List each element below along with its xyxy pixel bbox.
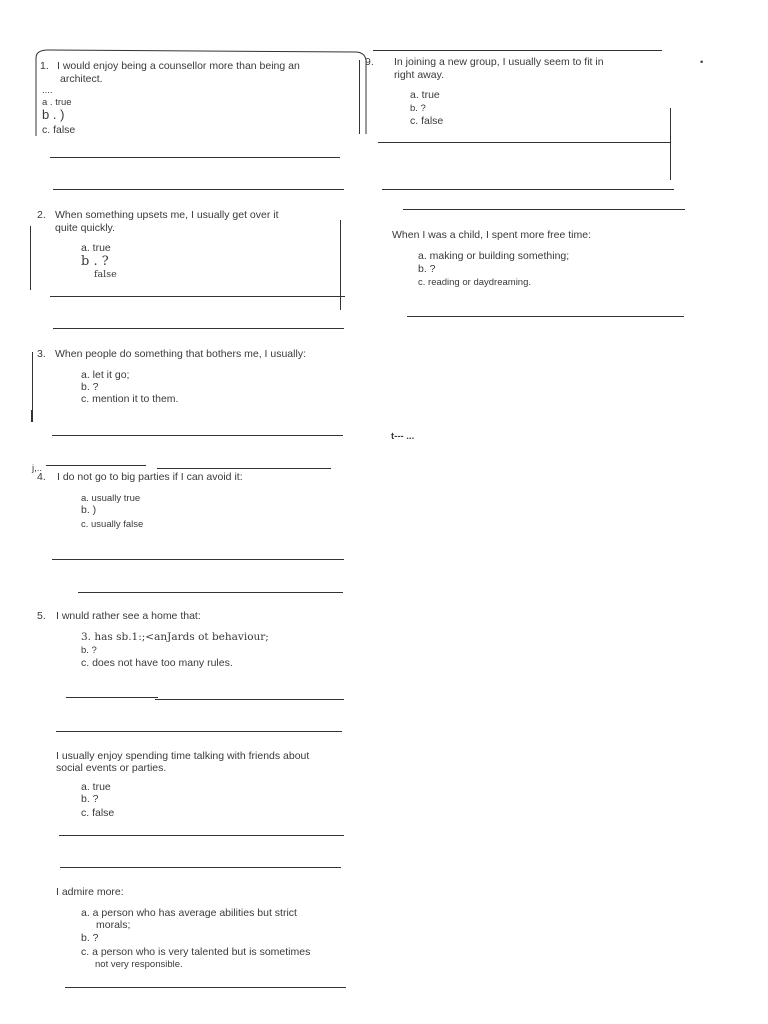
margin-mark xyxy=(670,108,671,180)
stray-mark: j,.. xyxy=(32,463,43,474)
option-c-continued: not very responsible. xyxy=(95,959,183,970)
question-number: 4. xyxy=(37,471,46,483)
answer-line xyxy=(407,316,684,317)
question-number: 2. xyxy=(37,209,46,221)
option-a: a. true xyxy=(81,781,111,793)
answer-line xyxy=(52,559,344,560)
option-a: a . true xyxy=(42,97,72,108)
option-a: a. making or building something; xyxy=(418,250,570,262)
option-a: a. true xyxy=(410,89,440,101)
option-c: c. usually false xyxy=(81,519,144,530)
option-a: 3. has sb.1:;<anJards ot behaviour; xyxy=(81,631,269,643)
answer-line xyxy=(66,697,158,698)
option-b: b. ? xyxy=(81,793,99,805)
question-text: right away. xyxy=(394,69,444,81)
option-b: b. ? xyxy=(81,381,99,393)
margin-mark xyxy=(31,410,33,422)
option-b: b. ) xyxy=(81,504,97,516)
answer-line xyxy=(378,142,670,143)
answer-line xyxy=(56,731,342,732)
question-number: 9. xyxy=(365,56,374,68)
answer-line xyxy=(78,592,343,593)
option-b: b. ? xyxy=(410,103,426,114)
option-c: c. does not have too many rules. xyxy=(81,657,233,669)
dot-mark: • xyxy=(700,57,704,68)
answer-line xyxy=(53,328,344,329)
option-b: b. ? xyxy=(81,932,99,944)
answer-line xyxy=(50,296,345,297)
question-text: I usually enjoy spending time talking with friends about xyxy=(56,750,310,762)
option-a: a. let it go; xyxy=(81,369,130,381)
option-c: c. false xyxy=(81,807,115,819)
question-text: architect. xyxy=(60,73,103,85)
answer-line xyxy=(373,50,662,51)
option-c: c. false xyxy=(410,115,444,127)
question-text: In joining a new group, I usually seem to fit in xyxy=(394,56,604,68)
option-c: c. reading or daydreaming. xyxy=(418,277,532,288)
answer-line xyxy=(382,189,674,190)
answer-line xyxy=(53,189,344,190)
option-a: a. a person who has average abilities but strict xyxy=(81,907,297,919)
bracket-decoration xyxy=(30,44,370,139)
answer-line xyxy=(46,465,146,466)
answer-line xyxy=(52,435,343,436)
option-c: c. a person who is very talented but is sometimes xyxy=(81,946,311,958)
option-c: c. false xyxy=(42,124,76,136)
option-c: c. mention it to them. xyxy=(81,393,179,405)
answer-line xyxy=(157,468,331,469)
question-text: I would enjoy being a counsellor more than being an xyxy=(57,60,300,72)
answer-line xyxy=(403,209,685,210)
question-text: When something upsets me, I usually get over it xyxy=(55,209,279,221)
stray-mark: t--- ... xyxy=(391,431,415,442)
question-text: I wnuld rather see a home that: xyxy=(56,610,201,622)
question-text: social events or parties. xyxy=(56,762,167,774)
question-text: When I was a child, I spent more free time: xyxy=(392,229,591,241)
option-a-continued: morals; xyxy=(96,919,131,931)
question-number: 5. xyxy=(37,610,46,622)
answer-line xyxy=(155,699,344,700)
option-b: b . ? xyxy=(81,254,109,269)
option-b: b. ? xyxy=(81,645,97,656)
option-a: a. true xyxy=(81,242,111,254)
margin-mark xyxy=(359,60,360,134)
question-text: I do not go to big parties if I can avoid it: xyxy=(57,471,243,483)
question-text: I admire more: xyxy=(56,886,124,898)
answer-line xyxy=(59,835,344,836)
answer-line xyxy=(65,987,346,988)
question-text: quite quickly. xyxy=(55,222,115,234)
question-number: 1. xyxy=(40,60,49,72)
option-b: b. ? xyxy=(418,263,436,275)
question-text: When people do something that bothers me, I usually: xyxy=(55,348,306,360)
option-a: a. usually true xyxy=(81,493,141,504)
dots: .... xyxy=(42,85,53,96)
option-b: b . ) xyxy=(42,107,65,122)
margin-mark xyxy=(32,352,33,412)
margin-mark xyxy=(30,226,31,290)
question-number: 3. xyxy=(37,348,46,360)
option-c: false xyxy=(94,269,117,280)
answer-line xyxy=(60,867,341,868)
answer-line xyxy=(50,157,340,158)
